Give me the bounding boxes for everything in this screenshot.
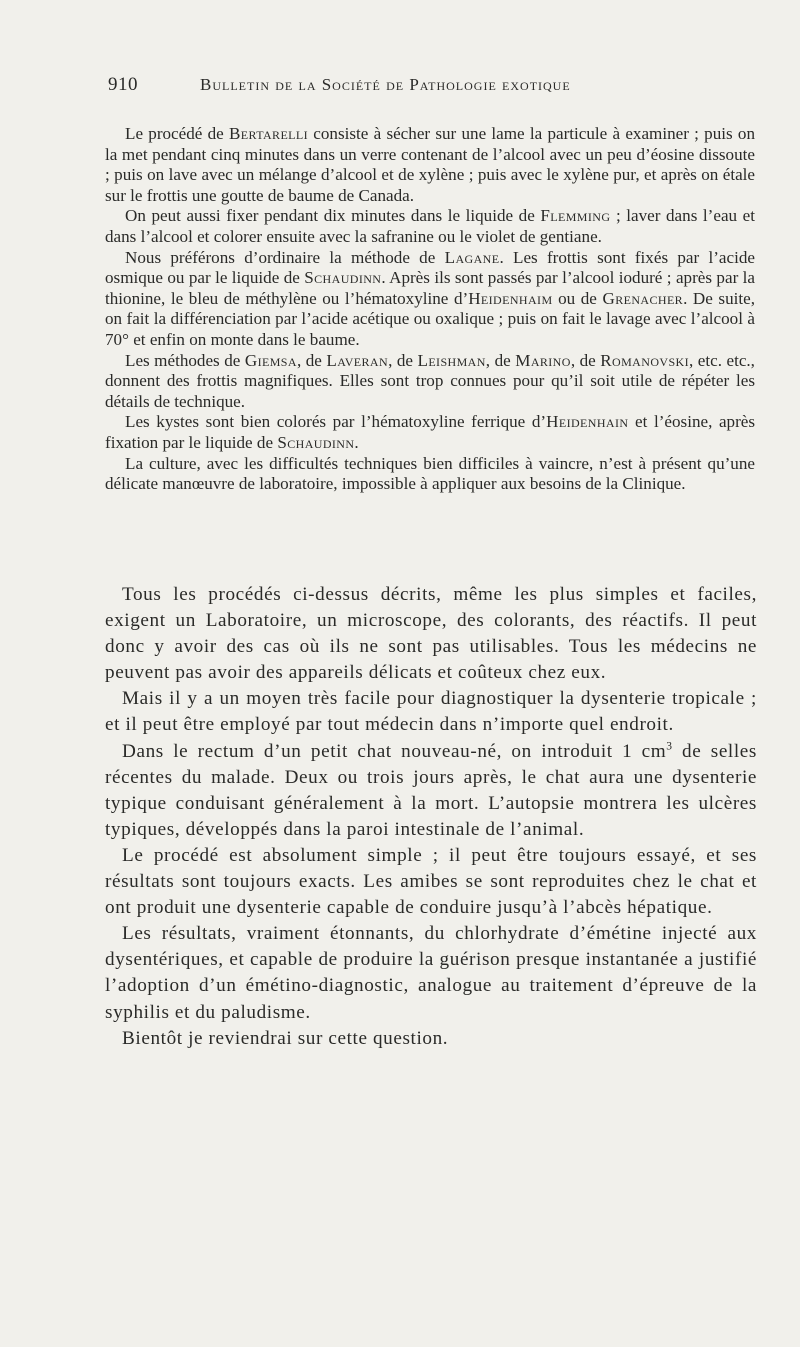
text-run: de selles récentes du malade. Deux ou trois jours après, le chat aura une dysenterie typique conduisant généralement à la mort. L’autopsie montrera les ulcères typiques, développés dans la paroi intestinale de l’animal.: [105, 740, 757, 840]
text-run: , etc. etc., donnent des frottis magnifiques. Elles sont trop connues pour qu’il soit utile de répéter les détails de technique.: [105, 350, 755, 411]
author-name: Schaudinn: [277, 432, 355, 452]
running-title: Bulletin de la Société de Pathologie exotique: [200, 75, 571, 94]
author-name: Flemming: [540, 206, 611, 226]
paragraph-lagane: [105, 248, 755, 351]
paragraph-easy-method: [105, 686, 757, 738]
paragraph-cysts: [105, 412, 755, 453]
paragraph-flemming: [105, 206, 755, 247]
author-name: Leishman: [417, 350, 486, 370]
paragraph-emetine: [105, 921, 757, 1025]
text-run: ou de: [552, 288, 603, 308]
text-run: , de: [388, 350, 418, 370]
superscript: 3: [666, 740, 673, 753]
text-run: Dans le rectum d’un petit chat nouveau-né, on introduit 1 cm: [122, 740, 667, 762]
author-name: Lagane: [444, 247, 500, 267]
text-run: , de: [296, 350, 327, 370]
text-run: Les méthodes de: [125, 350, 245, 370]
text-run: , de: [485, 350, 516, 370]
text-run: On peut aussi fixer pendant dix minutes dans le liquide de: [125, 206, 541, 226]
diagnosis-section: [105, 582, 757, 1052]
page-header: [108, 74, 768, 100]
text-run: La culture, avec les difficultés techniques bien difficiles à vaincre, n’est à présent qu’une délicate manœuvre de laboratoire, impossible à appliquer aux besoins de la Clinique.: [105, 453, 755, 494]
paragraph-closing: [105, 1026, 757, 1052]
author-name: Grenacher: [602, 288, 684, 308]
author-name: Schaudinn: [304, 268, 382, 288]
paragraph-simple-procedure: [105, 843, 757, 921]
text-run: Tous les procédés ci-dessus décrits, même les plus simples et faciles, exigent un Laboratoire, un microscope, des colorants, des réactifs. Il peut donc y avoir des cas où ils ne sont pas utilisables. Tous les médecins ne peuvent pas avoir des appareils délicats et coûteux chez eux.: [105, 584, 757, 684]
page-number: 910: [108, 74, 138, 95]
text-run: Mais il y a un moyen très facile pour diagnostiquer la dysenterie tropicale ; et il peut être employé par tout médecin dans n’importe quel endroit.: [105, 688, 757, 736]
text-run: Le procédé est absolument simple ; il peut être toujours essayé, et ses résultats sont toujours exacts. Les amibes se sont reproduites chez le chat et ont produit une dysenterie capable de conduire jusqu’à l’abcès hépatique.: [105, 844, 757, 919]
author-name: Heidenhaim: [468, 288, 553, 308]
text-run: . Les frottis sont fixés par l’acide osmique ou par le liquide de: [105, 247, 755, 288]
text-run: consiste à sécher sur une lame la particule à examiner ; puis on la met pendant cinq minutes dans un verre contenant de l’alcool avec un peu d’éosine dissoute ; puis on lave avec un mélange d’alcool et de xylène ; puis avec le xylène pur, et après on étale sur le frottis une goutte de baume de Canada.: [105, 124, 755, 205]
paragraph-bertarelli: [105, 124, 755, 206]
author-name: Bertarelli: [229, 124, 309, 143]
methods-section: [105, 124, 755, 495]
text-run: , de: [570, 350, 601, 370]
paragraph-staining-methods: [105, 351, 755, 413]
paragraph-culture: [105, 454, 755, 495]
author-name: Laveran: [326, 350, 389, 370]
text-run: et l’éosine, après fixation par le liquide de: [105, 412, 756, 452]
author-name: Giemsa: [244, 350, 297, 370]
author-name: Romanovski: [600, 350, 689, 370]
text-run: . De suite, on fait la différenciation par l’acide acétique ou oxalique ; puis on fait le lavage avec l’alcool à 70° et enfin on monte dans le baume.: [105, 288, 755, 349]
text-run: Les kystes sont bien colorés par l’hématoxyline ferrique d’: [125, 412, 547, 432]
text-run: Nous préférons d’ordinaire la méthode de: [125, 247, 445, 267]
text-run: Bientôt je reviendrai sur cette question.: [122, 1027, 449, 1049]
text-run: . Après ils sont passés par l’alcool ioduré ; après par la thionine, le bleu de méthylène ou l’hématoxyline d’: [105, 268, 755, 308]
text-run: Les résultats, vraiment étonnants, du chlorhydrate d’émétine injecté aux dysentériques, et capable de produire la guérison presque instantanée a justifié l’adoption d’un émétino-diagnostic, analogue au traitement d’épreuve de la syphilis et du paludisme.: [105, 923, 757, 1023]
text-run: ; laver dans l’eau et dans l’alcool et colorer ensuite avec la safranine ou le violet de gentiane.: [105, 206, 755, 246]
author-name: Heidenhain: [546, 412, 629, 432]
paragraph-laboratory: [105, 582, 757, 686]
text-run: .: [354, 432, 359, 452]
paragraph-kitten-test: [105, 739, 757, 843]
author-name: Marino: [515, 350, 571, 370]
text-run: Le procédé de: [125, 124, 229, 143]
